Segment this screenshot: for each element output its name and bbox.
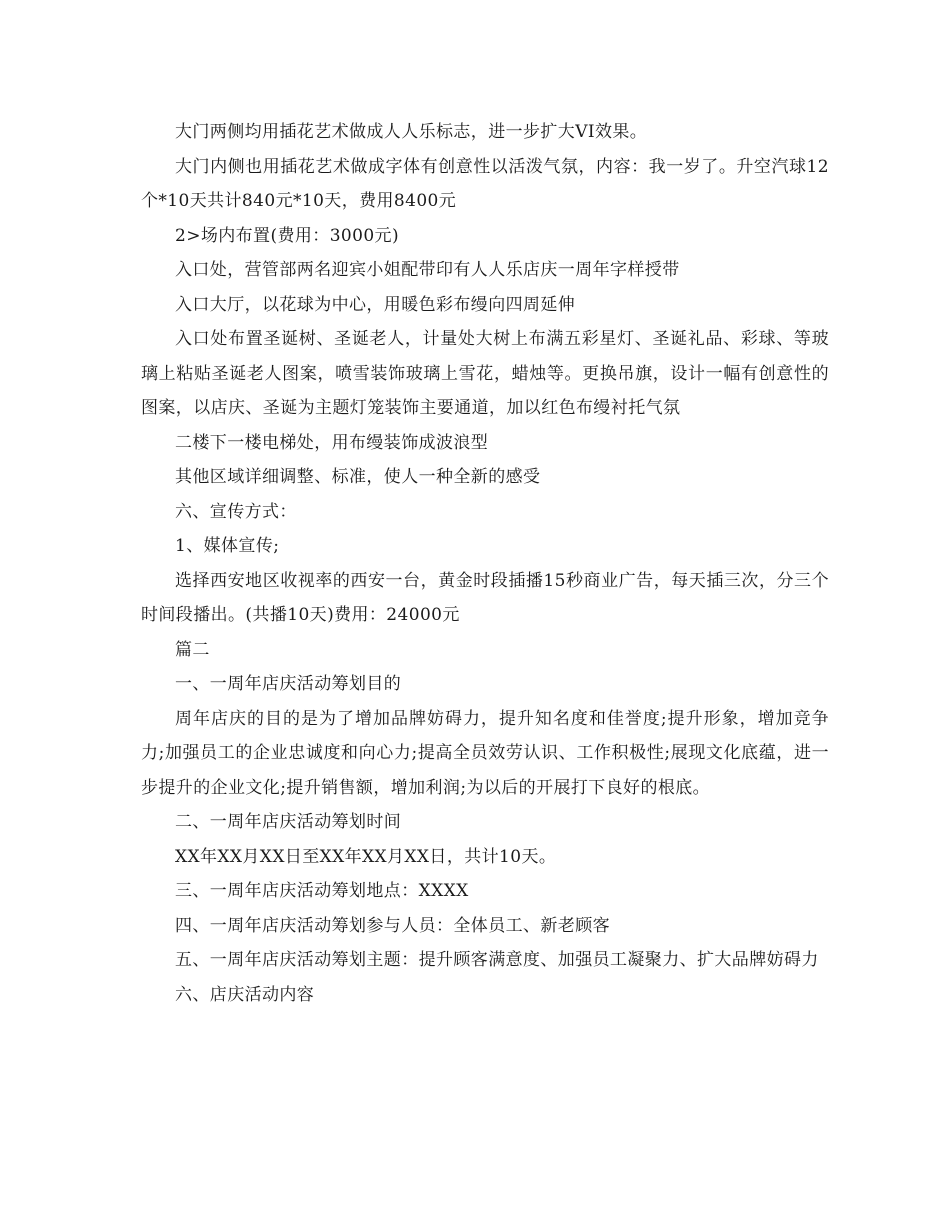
section-heading: 四、一周年店庆活动筹划参与人员：全体员工、新老顾客 [175,915,610,936]
paragraph: 二楼下一楼电梯处，用布缦装饰成波浪型 [175,432,489,453]
section-heading: 三、一周年店庆活动筹划地点：XXXX [175,881,469,901]
paragraph: 大门两侧均用插花艺术做成人人乐标志，进一步扩大VI效果。 [175,122,648,142]
section-heading: 一、一周年店庆活动筹划目的 [175,674,402,694]
paragraph: 入口处，营管部两名迎宾小姐配带印有人人乐店庆一周年字样授带 [175,260,680,280]
paragraph: 入口处布置圣诞树、圣诞老人，计量处大树上布满五彩星灯、圣诞礼品、彩球、等玻璃上粘贴圣诞老人图案，喷雪装饰玻璃上雪花，蜡烛等。更换吊旗，设计一幅有创意性的图案，以店庆、圣诞为主题灯笼装饰主要通道，加以红色布缦衬托气氛 [141,329,829,418]
part-heading: 篇二 [175,639,210,660]
paragraph: 大门内侧也用插花艺术做成字体有创意性以活泼气氛，内容：我一岁了。升空汽球12个*10天共计840元*10天，费用8400元 [141,156,829,211]
section-heading: 二、一周年店庆活动筹划时间 [175,812,402,832]
section-heading: 五、一周年店庆活动筹划主题：提升顾客满意度、加强员工凝聚力、扩大品牌妨碍力 [175,950,819,970]
section-heading: 六、宣传方式： [175,501,297,522]
paragraph: 周年店庆的目的是为了增加品牌妨碍力，提升知名度和佳誉度;提升形象，增加竞争力;加强员工的企业忠诚度和向心力;提高全员效劳认识、工作积极性;展现文化底蕴，进一步提升的企业文化;提升销售额，增加利润;为以后的开展打下良好的根底。 [141,708,829,798]
paragraph: 入口大厅，以花球为中心，用暖色彩布缦向四周延伸 [175,294,576,315]
paragraph: 其他区域详细调整、标准，使人一种全新的感受 [175,467,541,487]
paragraph: XX年XX月XX日至XX年XX月XX日，共计10天。 [175,846,557,867]
paragraph: 2>场内布置(费用：3000元) [175,225,399,246]
document-body [141,115,829,1012]
subsection-heading: 1、媒体宣传; [175,536,280,556]
paragraph: 选择西安地区收视率的西安一台，黄金时段插播15秒商业广告，每天插三次，分三个时间段播出。(共播10天)费用：24000元 [141,570,829,625]
section-heading: 六、店庆活动内容 [175,984,315,1005]
